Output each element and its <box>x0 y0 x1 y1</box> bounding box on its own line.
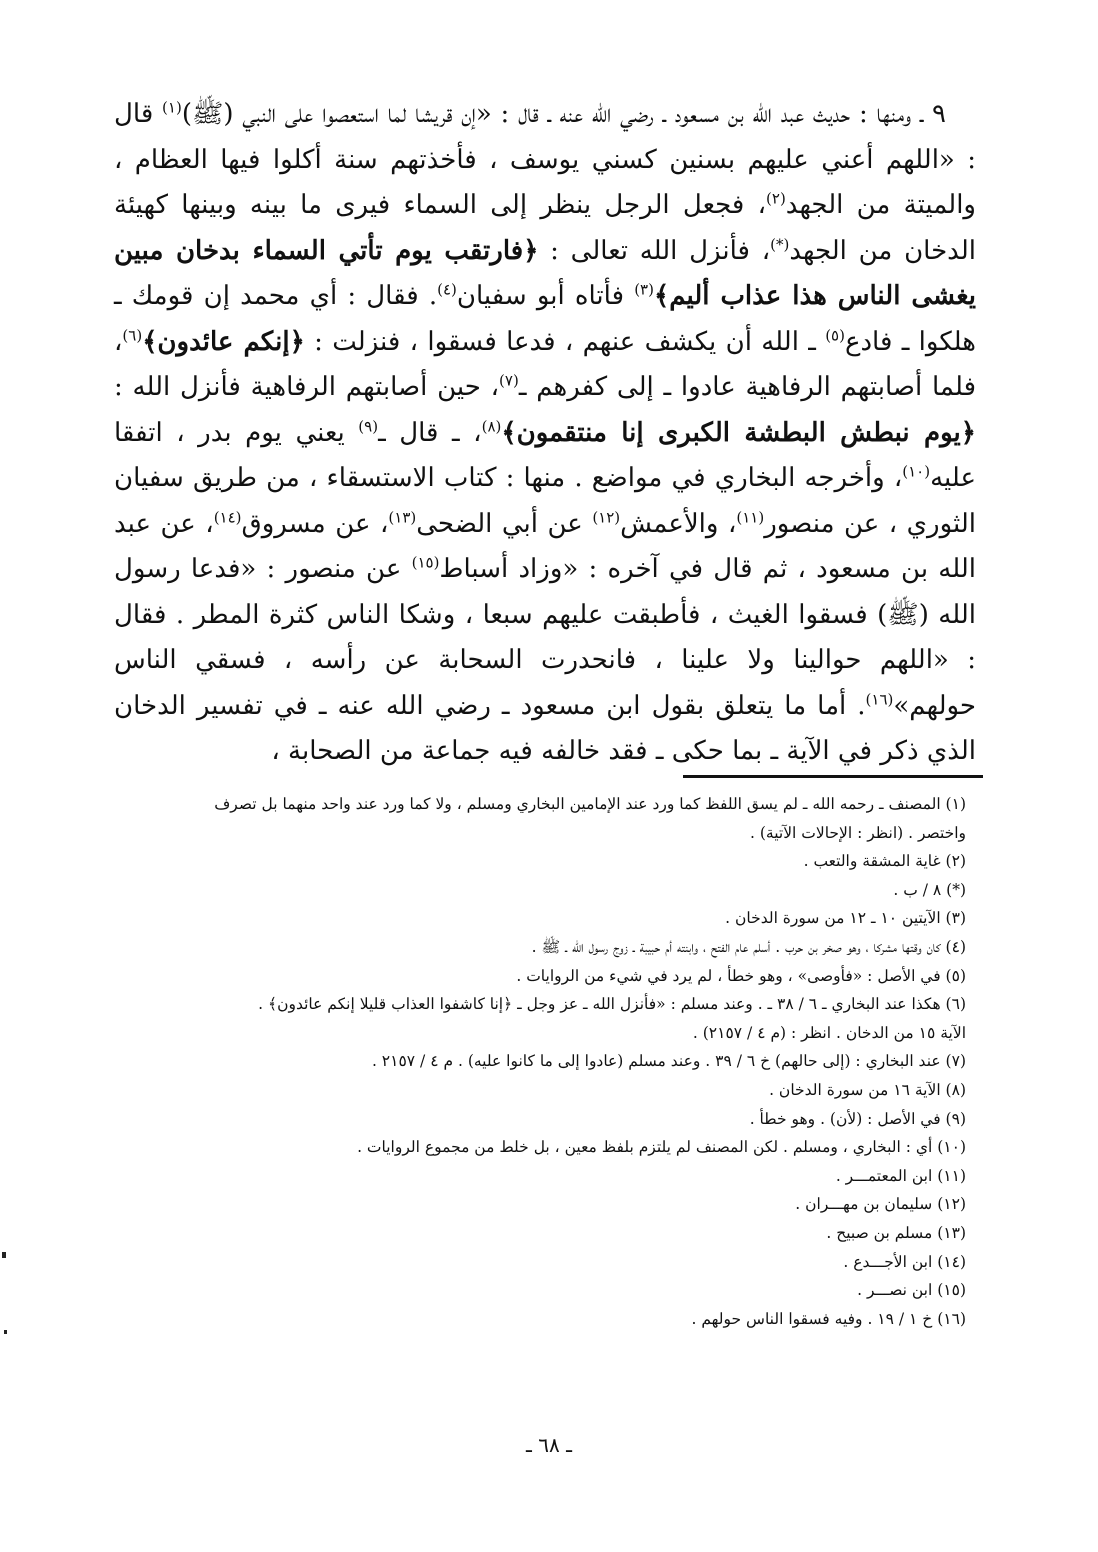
footnote-item: (١١) ابن المعتمـــر . <box>835 1166 966 1185</box>
footnote-ref: (١٥) <box>411 553 440 572</box>
footnote-ref: (٢) <box>766 189 786 208</box>
text-run: ، والأعمش <box>620 508 737 539</box>
footnote-ref: (٧) <box>499 371 519 390</box>
text-run: . أما ما يتعلق بقول ابن مسعود ـ رضي الله عنه ـ في تفسير الدخان الذي ذكر في الآية ـ بما حكى ـ فقد خالفه فيه جماعة من الصحابة ، <box>114 690 976 766</box>
text-run: ، فأنزل الله تعالى : <box>538 235 771 266</box>
scan-edge-mark <box>2 1252 6 1258</box>
quran-verse: ﴿إنكم عائدون﴾ <box>142 326 305 357</box>
footnote-ref: (٥) <box>825 325 845 344</box>
text-run: عن منصور : «فدعا رسول الله (ﷺ) فسقوا الغيث ، فأطبقت عليهم سبعا ، وشكا الناس كثرة المطر . فقال : «اللهم حوالينا ولا علينا ، فانحدرت السحابة عن رأسه ، فسقي الناس حولهم» <box>114 554 976 721</box>
footnote-ref: (١٠) <box>902 462 931 481</box>
footnote-item: (٣) الآيتين ١٠ ـ ١٢ من سورة الدخان . <box>725 909 966 928</box>
text-run: فأتاه أبو سفيان <box>456 281 635 311</box>
footnote-item: (٧) عند البخاري : (إلى حالهم) خ ٦ / ٣٩ . وعند مسلم (عادوا إلى ما كانوا عليه) . م ٤ / ٢١٥٧ . <box>371 1052 966 1071</box>
text-run: ، ـ قال ـ <box>378 417 482 448</box>
footnote-divider <box>683 775 983 778</box>
text-run: ـ الله أن يكشف عنهم ، فدعا فسقوا ، فنزلت : <box>304 326 826 357</box>
page-number: ـ ٦٨ ـ <box>526 1433 572 1457</box>
footnote-item: (٨) الآية ١٦ من سورة الدخان . <box>769 1080 966 1099</box>
footnote-ref: (٤) <box>437 280 457 299</box>
text-run: ٩ ـ ومنها : حديث عبد الله بن مسعود ـ رضي الله عنه ـ قال : «إن قريشا لما استعصوا على النبي (ﷺ) <box>181 99 946 129</box>
footnote-item: (١٠) أي : البخاري ، ومسلم . لكن المصنف لم يلتزم بلفظ معين ، بل خلط من مجموع الروايات . <box>357 1138 966 1157</box>
text-run: عن أبي الضحى <box>416 508 593 539</box>
footnote-item: (٥) في الأصل : «فأوصى» ، وهو خطأ ، لم يرد في شيء من الروايات . <box>516 966 966 985</box>
text-run: قال : «اللهم أعني عليهم بسنين كسني يوسف ، فأخذتهم سنة أكلوا فيها العظام ، والميتة من الجهد <box>114 99 976 220</box>
footnote-item: (١٢) سليمان بن مهـــران . <box>795 1195 966 1214</box>
text-run: ، حين أصابتهم الرفاهية فأنزل الله : <box>114 372 500 402</box>
footnote-ref: (١٢) <box>592 507 621 526</box>
paragraph <box>114 92 976 775</box>
footnote-item: (١٤) ابن الأجـــدع . <box>843 1252 966 1271</box>
text-run: يعني يوم بدر ، اتفقا عليه <box>114 417 976 493</box>
footnote-continuation: واختصر . (انظر : الإحالات الآتية) . <box>750 823 966 842</box>
text-run: ، عن مسروق <box>241 508 389 539</box>
quran-verse: ﴿فارتقب يوم تأتي السماء بدخان مبين يغشى الناس هذا عذاب أليم﴾ <box>114 235 977 311</box>
text-run: ، عن عبد الله بن مسعود ، ثم قال في آخره : «وزاد أسباط <box>114 508 976 584</box>
footnote-ref: (١٦) <box>865 689 894 708</box>
footnote-ref: (١٣) <box>388 507 417 526</box>
footnote-item: (١٣) مسلم بن صبيح . <box>826 1223 966 1242</box>
footnote-item: (٦) هكذا عند البخاري ـ ٦ / ٣٨ ـ . وعند مسلم : «فأنزل الله ـ عز وجل ـ ﴿إنا كاشفوا العذاب قليلا إنكم عائدون﴾ . <box>258 995 966 1014</box>
main-body-text <box>114 92 976 775</box>
footnote-ref: (٣) <box>634 280 654 299</box>
footnote-item: (١٦) خ ١ / ١٩ . وفيه فسقوا الناس حولهم . <box>691 1309 966 1328</box>
quran-verse: ﴿يوم نبطش البطشة الكبرى إنا منتقمون﴾ <box>501 417 977 448</box>
footnote-ref: (٩) <box>358 416 379 435</box>
footnote-item: (١) المصنف ـ رحمه الله ـ لم يسق اللفظ كما ورد عند الإمامين البخاري ومسلم ، ولا كما ورد عند واحد منهما بل تصرف <box>214 795 966 813</box>
text-run: ، وأخرجه البخاري في مواضع . منها : كتاب الاستسقاء ، من طريق سفيان الثوري ، عن منصور <box>114 463 976 539</box>
footnote-ref: (*) <box>770 234 790 253</box>
scan-edge-mark <box>4 1330 7 1334</box>
footnote-continuation: الآية ١٥ من الدخان . انظر : (م ٤ / ٢١٥٧) . <box>692 1023 966 1042</box>
footnote-ref: (١١) <box>736 507 765 526</box>
footnote-ref: (٨) <box>481 416 502 435</box>
footnote-item: (٤) كان وقتها مشركا ، وهو صخر بن حرب . أسلم عام الفتح ، وابنته أم حبيبة ـ زوج رسول الله ـ ﷺ . <box>531 937 966 956</box>
footnote-item: (*) ٨ / ب . <box>893 880 966 899</box>
footnote-ref: (١٤) <box>213 507 242 526</box>
text-run: ، فجعل الرجل ينظر إلى السماء فيرى ما بينه وبينها كهيئة الدخان من الجهد <box>114 190 976 266</box>
footnote-ref: (٦) <box>122 325 143 344</box>
text-run: ، فلما أصابتهم الرفاهية عادوا ـ إلى كفرهم ـ <box>114 326 976 402</box>
footnotes-list <box>126 790 966 1333</box>
footnote-item: (١٥) ابن نصـــر . <box>857 1281 966 1300</box>
footnote-ref: (١) <box>162 98 182 117</box>
text-run: . فقال : أي محمد إن قومك ـ هلكوا ـ فادع <box>114 281 976 357</box>
footnote-item: (٢) غاية المشقة والتعب . <box>803 852 966 871</box>
footnote-item: (٩) في الأصل : (لأن) . وهو خطأ . <box>749 1109 966 1128</box>
